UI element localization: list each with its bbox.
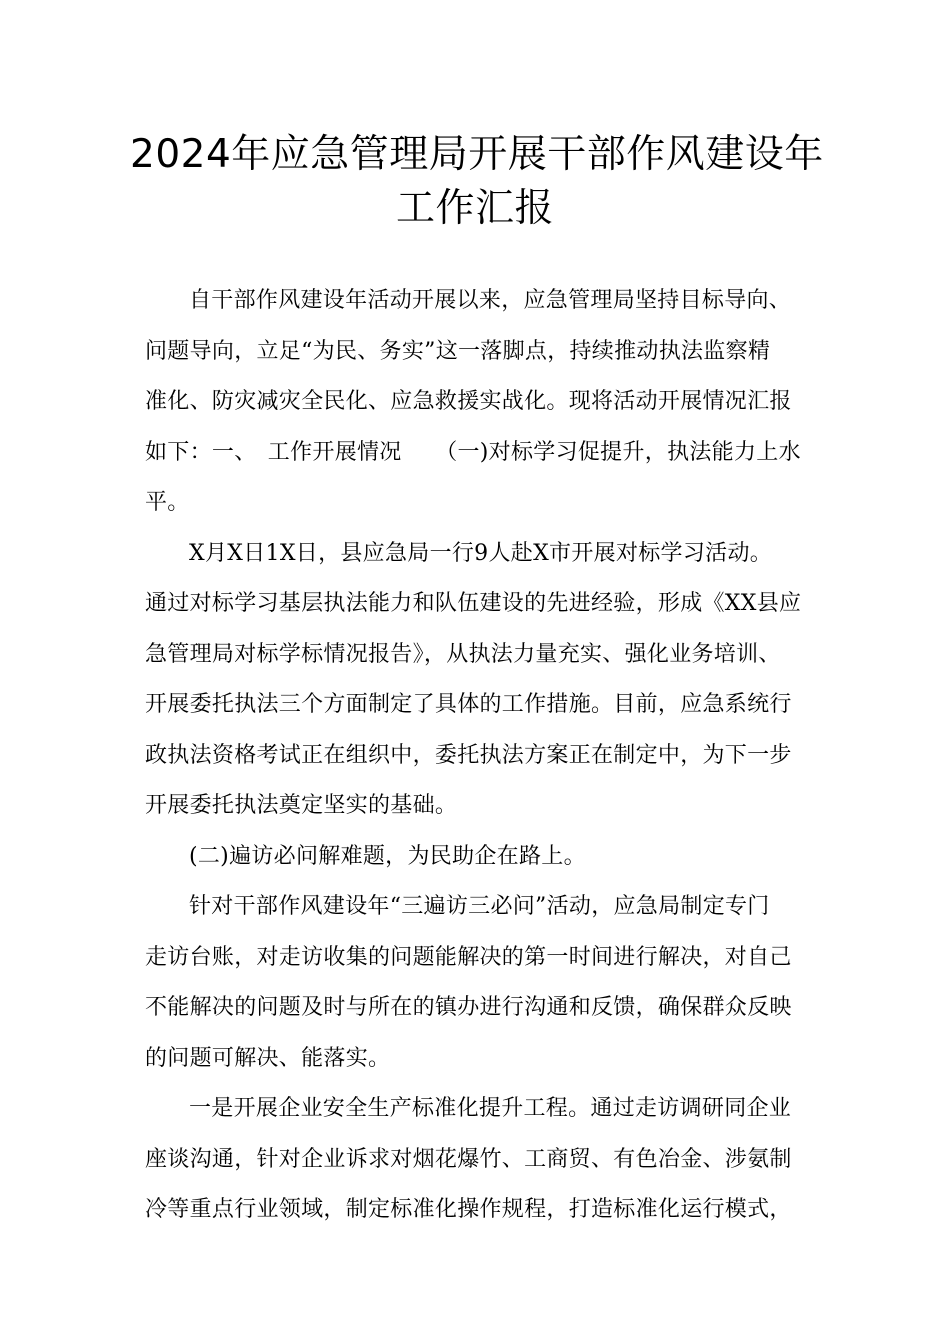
- body-line: 通过对标学习基层执法能力和队伍建设的先进经验，形成《XX县应: [145, 591, 802, 616]
- section-heading: (二)遍访必问解难题，为民助企在路上。: [189, 843, 586, 869]
- title-line-2: 工作汇报: [395, 186, 554, 231]
- body-line: 走访台账，对走访收集的问题能解决的第一时间进行解决，对自己: [145, 944, 792, 970]
- title-line-1: 2024年应急管理局开展干部作风建设年: [130, 132, 824, 177]
- document-title: [130, 128, 824, 236]
- body-line: 政执法资格考试正在组织中，委托执法方案正在制定中，为下一步: [145, 742, 792, 768]
- body-line: 开展委托执法三个方面制定了具体的工作措施。目前，应急系统行: [145, 692, 792, 717]
- body-line: 平。: [145, 490, 190, 515]
- body-line: 一是开展企业安全生产标准化提升工程。通过走访调研同企业: [189, 1096, 792, 1121]
- body-line: 不能解决的问题及时与所在的镇办进行沟通和反馈，确保群众反映: [145, 995, 792, 1020]
- body-line: 的问题可解决、能落实。: [145, 1045, 391, 1071]
- body-line: 问题导向，立足“为民、务实”这一落脚点，持续推动执法监察精: [145, 338, 771, 364]
- document-body: [145, 276, 805, 1236]
- body-line: X月X日1X日，县应急局一行9人赴X市开展对标学习活动。: [189, 540, 773, 566]
- body-line: 急管理局对标学标情况报告》，从执法力量充实、强化业务培训、: [145, 641, 781, 667]
- body-line: 准化、防灾减灾全民化、应急救援实战化。现将活动开展情况汇报: [145, 389, 792, 414]
- body-line: 针对干部作风建设年“三遍访三必问”活动，应急局制定专门: [189, 894, 770, 919]
- body-line: 如下：一、 工作开展情况 （一)对标学习促提升，执法能力上水: [145, 439, 801, 465]
- body-line: 自干部作风建设年活动开展以来，应急管理局坚持目标导向、: [189, 288, 792, 313]
- body-line: 开展委托执法奠定坚实的基础。: [145, 793, 458, 818]
- body-line: 座谈沟通，针对企业诉求对烟花爆竹、工商贸、有色冶金、涉氨制: [145, 1146, 792, 1172]
- body-line: 冷等重点行业领域，制定标准化操作规程，打造标准化运行模式，: [145, 1197, 792, 1222]
